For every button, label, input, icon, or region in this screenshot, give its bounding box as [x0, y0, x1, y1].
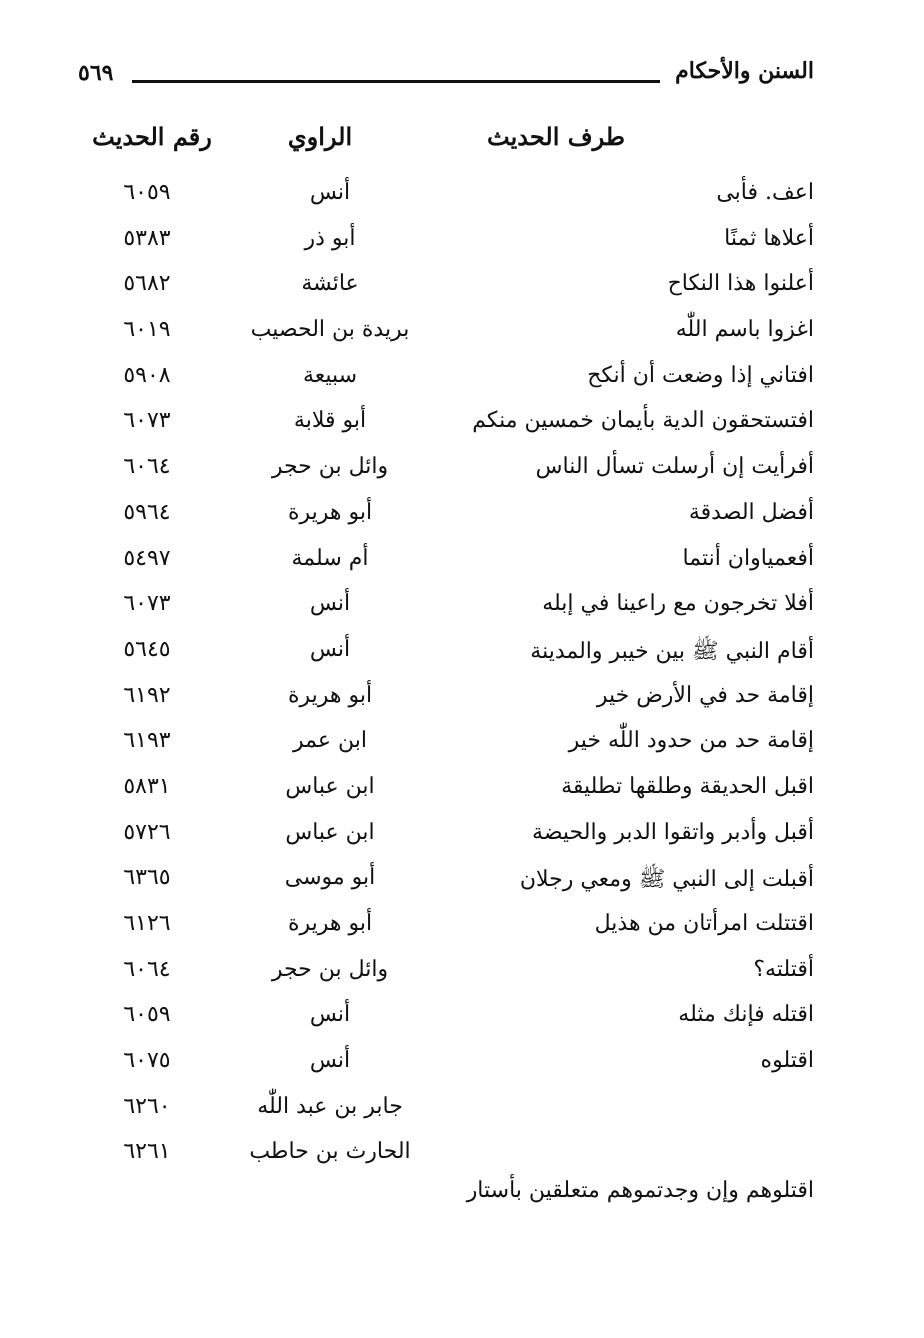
- table-row: [0, 905, 924, 951]
- hadith-cell: اقبل الحديقة وطلقها تطليقة: [561, 773, 814, 799]
- narrator-cell: بريدة بن الحصيب: [250, 317, 410, 343]
- header-rule: [132, 80, 660, 83]
- number-cell: ٥٦٤٥: [123, 636, 171, 662]
- number-cell: ٥٣٨٣: [123, 225, 171, 251]
- running-header-title: السنن والأحكام: [675, 58, 814, 84]
- narrator-cell: أنس: [309, 1002, 351, 1028]
- table-row: [0, 174, 924, 220]
- page-number: ٥٦٩: [78, 60, 114, 86]
- index-table: [0, 174, 924, 1179]
- hadith-cell: أفضل الصدقة: [688, 499, 814, 525]
- table-row: [0, 448, 924, 494]
- narrator-cell: ابن عباس: [285, 819, 375, 845]
- hadith-cell: أفعمياوان أنتما: [682, 545, 814, 571]
- narrator-cell: أنس: [309, 1048, 351, 1074]
- narrator-cell: أبو ذر: [304, 225, 356, 251]
- narrator-cell: ابن عمر: [293, 728, 367, 754]
- narrator-cell: أبو هريرة: [287, 499, 373, 525]
- narrator-cell: سبيعة: [302, 362, 358, 388]
- number-cell: ٥٩٠٨: [123, 362, 171, 388]
- narrator-cell: أبو هريرة: [287, 911, 373, 936]
- number-cell: ٦٢٦١: [123, 1139, 171, 1165]
- number-cell: ٦١٩٢: [123, 682, 171, 708]
- number-cell: ٦٢٦٠: [123, 1093, 171, 1119]
- number-cell: ٥٦٨٢: [123, 271, 171, 297]
- table-row: [0, 265, 924, 311]
- number-cell: ٦١٩٣: [123, 728, 171, 754]
- table-row: [0, 768, 924, 814]
- table-row: [0, 357, 924, 403]
- narrator-cell: أنس: [309, 180, 351, 205]
- number-cell: ٥٩٦٤: [123, 499, 171, 525]
- continuation-line: اقتلوهم وإن وجدتموهم متعلقين بأستار: [466, 1178, 814, 1203]
- narrator-cell: أبو هريرة: [287, 682, 373, 708]
- number-cell: ٥٧٢٦: [123, 819, 171, 845]
- column-header-narrator: الراوي: [287, 122, 353, 151]
- column-header-number: رقم الحديث: [92, 122, 212, 151]
- number-cell: ٦٣٦٥: [123, 865, 171, 891]
- narrator-cell: أبو موسى: [284, 865, 376, 891]
- hadith-cell: أقبلت إلى النبي ﷺ ومعي رجلان: [519, 867, 814, 893]
- narrator-cell: أنس: [309, 636, 351, 662]
- hadith-cell: أقتلته؟: [753, 956, 814, 982]
- table-row: [0, 996, 924, 1042]
- number-cell: ٦٠٦٤: [123, 454, 171, 480]
- narrator-cell: أبو قلابة: [293, 408, 367, 434]
- number-cell: ٦٠٦٤: [123, 956, 171, 982]
- narrator-cell: وائل بن حجر: [271, 454, 389, 480]
- table-row: [0, 631, 924, 677]
- number-cell: ٦٠٧٣: [123, 408, 171, 434]
- hadith-cell: أفرأيت إن أرسلت تسأل الناس: [535, 454, 814, 480]
- number-cell: ٦٠٧٥: [123, 1048, 171, 1074]
- number-cell: ٦٠٥٩: [123, 1002, 171, 1028]
- hadith-cell: افتستحقون الدية بأيمان خمسين منكم: [472, 408, 814, 434]
- table-row: [0, 1133, 924, 1179]
- number-cell: ٦٠٥٩: [123, 180, 171, 205]
- column-header-hadith: طرف الحديث: [487, 122, 625, 151]
- table-row: [0, 1088, 924, 1134]
- table-row: [0, 402, 924, 448]
- narrator-cell: ابن عباس: [285, 773, 375, 799]
- table-row: [0, 722, 924, 768]
- hadith-cell: إقامة حد من حدود اللّٰه خير: [568, 728, 814, 754]
- hadith-cell: اقتتلت امرأتان من هذيل: [594, 911, 814, 936]
- narrator-cell: جابر بن عبد اللّٰه: [257, 1093, 403, 1119]
- table-row: [0, 677, 924, 723]
- table-row: [0, 220, 924, 266]
- number-cell: ٦١٢٦: [123, 911, 171, 936]
- number-cell: ٦٠٧٣: [123, 591, 171, 617]
- hadith-cell: أقام النبي ﷺ بين خيبر والمدينة: [530, 638, 814, 664]
- table-row: [0, 859, 924, 905]
- narrator-cell: الحارث بن حاطب: [249, 1139, 411, 1165]
- table-row: [0, 585, 924, 631]
- number-cell: ٦٠١٩: [123, 317, 171, 343]
- hadith-cell: أقبل وأدبر واتقوا الدبر والحيضة: [532, 819, 814, 845]
- hadith-cell: إقامة حد في الأرض خير: [596, 682, 814, 708]
- narrator-cell: وائل بن حجر: [271, 956, 389, 982]
- narrator-cell: عائشة: [301, 271, 359, 297]
- table-row: [0, 951, 924, 997]
- hadith-cell: اقتله فإنك مثله: [678, 1002, 814, 1028]
- hadith-cell: أفلا تخرجون مع راعينا في إبله: [542, 591, 814, 617]
- hadith-cell: أعلاها ثمنًا: [724, 225, 814, 251]
- narrator-cell: أم سلمة: [291, 545, 369, 571]
- narrator-cell: أنس: [309, 591, 351, 617]
- hadith-cell: اغزوا باسم اللّٰه: [675, 317, 814, 343]
- number-cell: ٥٨٣١: [123, 773, 171, 799]
- table-row: [0, 540, 924, 586]
- hadith-cell: افتاني إذا وضعت أن أنكح: [587, 362, 814, 388]
- hadith-cell: أعلنوا هذا النكاح: [667, 271, 814, 297]
- table-row: [0, 814, 924, 860]
- table-row: [0, 1042, 924, 1088]
- hadith-cell: اقتلوه: [760, 1048, 814, 1074]
- table-row: [0, 311, 924, 357]
- number-cell: ٥٤٩٧: [123, 545, 171, 571]
- table-row: [0, 494, 924, 540]
- hadith-cell: اعف. فأبى: [716, 180, 814, 205]
